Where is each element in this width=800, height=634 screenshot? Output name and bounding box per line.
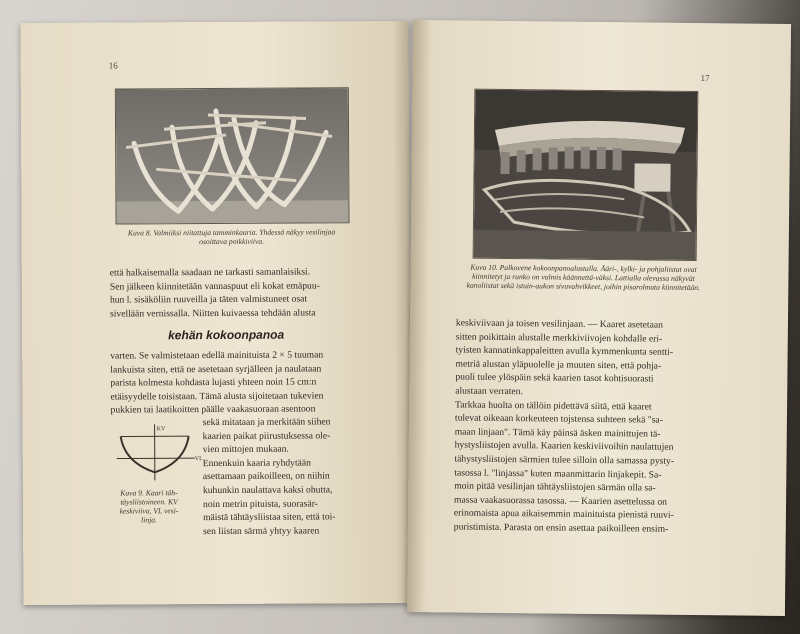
body-text-mid: varten. Se valmistetaan edellä mainituista 2 × 5 tuuman lankuista siten, että ne asetetaan syrjälleen ja naulataan parista kolmesta kohdasta lujasti yhteen noin 15 cm:n etäisyydelle toisistaan. Tämä alusta sijoitetaan tukevien pukkien tai laatikoitten päälle vaakasuoraan asentoon — [110, 349, 324, 416]
photo-boat-assembly — [473, 89, 699, 261]
left-page — [20, 21, 411, 605]
vl-label: VL — [194, 456, 203, 463]
kv-label: KV — [156, 426, 166, 433]
photo-oak-frames — [115, 87, 350, 224]
photo-caption: Kuva 8. Valmiiksi niitattuja tamminkaaria. Yhdessä näkyy vesilinjaa osoittava poikkiviiva. — [127, 227, 336, 247]
oak-frames-illustration — [116, 88, 349, 223]
frame-diagram — [115, 422, 205, 482]
body-text-top: että halkaisemalla saadaan ne tarkasti samanlaisiksi. Sen jälkeen kiinnitetään vannaspuut eli kokat emäpuu- hun l. sisäköliin ruuveilla ja täten valmistuneet osat sivellään vernissalla. Niitten kuivaessa tehdään alusta — [109, 266, 320, 320]
page-number: 16 — [108, 60, 118, 71]
body-text-column: sekä mitataan ja merkitään siihen kaarien paikat piirustuksessa ole- vien mittojen mukaan. Ennenkuin kaaria ryhdytään asettamaan paikoilleen, on niihin kuhunkin naulattava kaksi ohutta, noin metrin pituista, suorasär- mäistä tähtäysliistaa siten, että toi- sen liistan särmä yhtyy kaaren — [202, 416, 336, 537]
section-heading: kehän kokoonpanoa — [168, 327, 285, 343]
frame-diagram-svg — [115, 422, 205, 482]
figure-caption: Kuva 9. Kaari täh- täysliistoineen. KV keskiviiva, VL vesi- linja. — [119, 488, 179, 525]
body-text: keskiviivaan ja toisen vesilinjaan. — Kaaret asetetaan sitten poikittain alustalle merkkiviivojen kohdalle eri- tyisten kannatinkappaleitten avulla kymmenkunta sentti- metriä alustan yläpuolelle ja muuten siten, että pohja- puoli tulee ylöspäin sekä kaarien tasot kohtisuorasti alustaan verraten. Tarkkaa huolta on tällöin pidettävä siitä, että kaaret tulevat oikeaan korkeuteen tojstensa suhteen sekä "sa- maan linjaan". Tämä käy päinsä äsken mainittujen tä- hystysliistojen avulla. Kaarien keskiviivoihin naulattujen tähystysliistojen särmien tulee silloin olla samassa pysty- tasossa l. "linjassa" kuten maanmittarin linjakepit. Sa- moin pitää vesilinjan tähtäysliistojen särmän olla sa- massa vaakasuorassa tasossa. — Kaarien asettelussa on erinomaista apua aikaisemmin mainituista pienistä ruuvi- puristimista. Parasta on ensin asettaa paikoilleen ensim- — [453, 317, 675, 535]
page-number: 17 — [700, 73, 710, 84]
photo-caption: Kuva 10. Palkovene kokoonpanoalustalla. Ääri-, kylki- ja pohjaliistat ovat kiinnitetyt ja runko on valmis käännettä-väksi. Lattialla olevassa näkyvät kanoliistat sekä istuin-aukon sivuvahvikkeet, joihin pisarolmuta kiinnitetään. — [466, 262, 701, 293]
right-page — [407, 20, 791, 616]
boat-assembly-illustration — [474, 90, 698, 260]
